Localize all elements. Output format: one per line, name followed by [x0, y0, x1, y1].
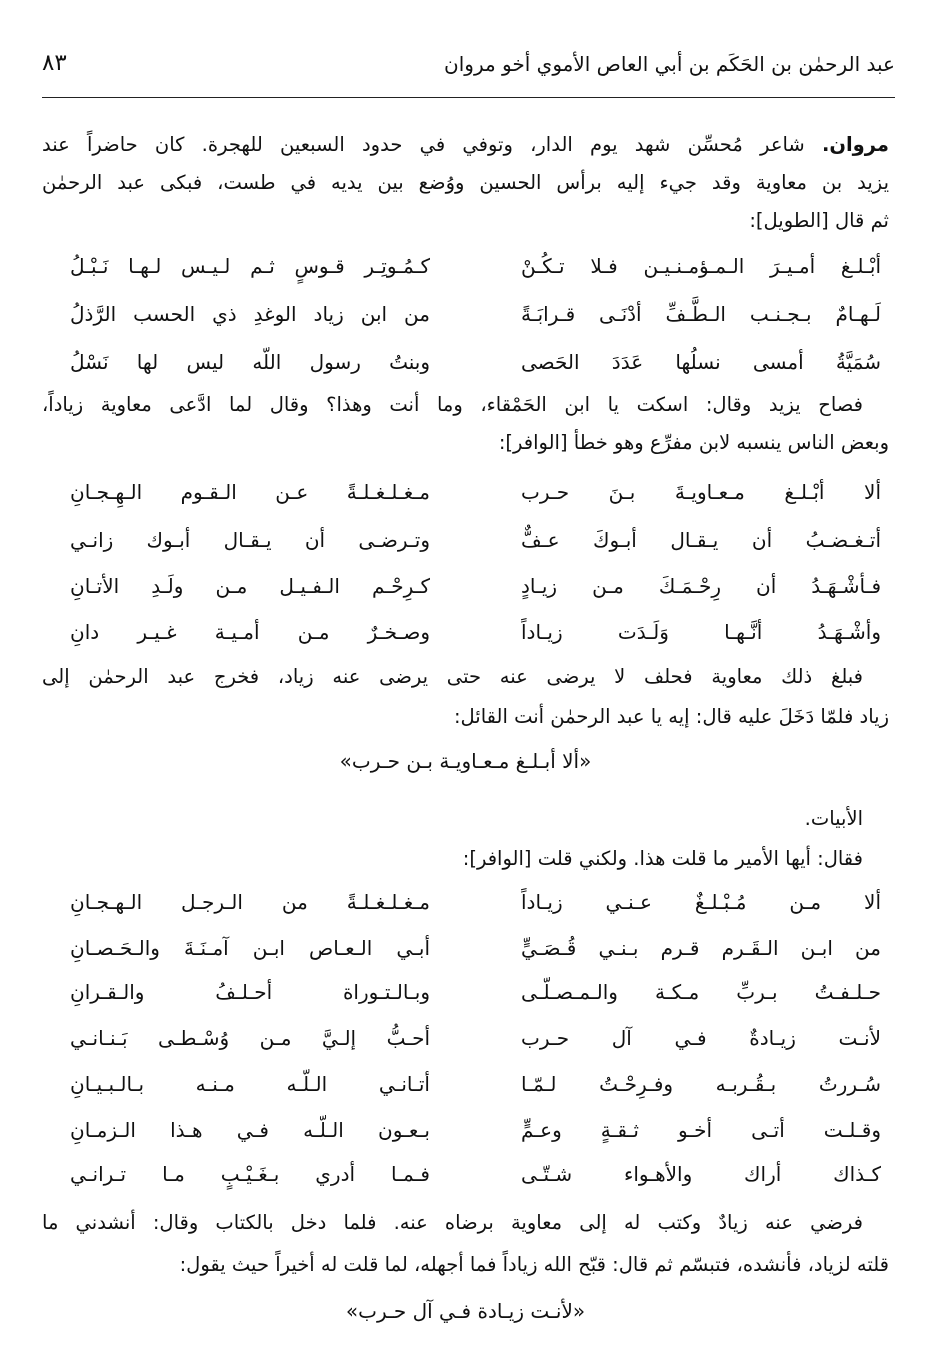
verse-second-hemistich: وتـرضـى أن يـقـال أبـوك زانـي [70, 528, 430, 552]
quoted-verse: «لأنـت زيـادة فـي آل حـرب» [345, 1299, 586, 1323]
verse-first-hemistich: سُـررتُ بـقُـربـه وفـرِحْـتُ لـمّـا [521, 1072, 881, 1096]
verse-first-hemistich: ألا مـن مُـبْـلـغٌ عـنـي زيـاداً [521, 890, 881, 914]
lead-name: مروان. [821, 133, 889, 156]
paragraph-line: يزيد بن معاوية وقد جيء إليه برأس الحسين ووُضع بين يديه في طست، فبكى عبد الرحمٰن [42, 171, 889, 194]
paragraph-line: زياد فلمّا دَخَلَ عليه قال: إيه يا عبد الرحمٰن أنت القائل: [453, 705, 889, 728]
verse-second-hemistich: وبـالـتـوراة أحـلـفُ والـقـرانِ [70, 980, 430, 1004]
verse-first-hemistich: سُمَيَّةُ أمسى نسلُها عَدَدَ الحَصى [521, 350, 881, 374]
verse-first-hemistich: أبْـلـغ أمـيـرَ الـمـؤمـنـيـن فـلا تـكُـنْ [521, 254, 881, 278]
verse-second-hemistich: من ابن زياد الوغدِ ذي الحسب الرَّذلُ [70, 302, 430, 326]
verse [70, 1152, 881, 1196]
verse [70, 610, 881, 654]
verse-first-hemistich: من ابـن الـقَـرم قـرم بـنـي قُـصَـيٍّ [521, 936, 881, 960]
verse-first-hemistich: فـأشْـهَـدُ أن رِحْـمَـكَ مـن زيـادٍ [521, 574, 881, 598]
paragraph-line [42, 124, 889, 166]
paragraph-line: وبعض الناس ينسبه لابن مفرِّع وهو خطأ [الوافر]: [498, 431, 889, 454]
quoted-verse: «ألا أبـلـغ مـعـاويـة بـن حـرب» [339, 749, 592, 773]
paragraph-text: شاعر مُحسِّن شهد يوم الدار، وتوفي في حدود السبعين للهجرة. كان حاضراً عند [42, 133, 822, 156]
verse-second-hemistich: كـمُـوتِـر قـوسٍ ثـم لـيـس لـهـا نَـبْـلُ [70, 254, 430, 278]
paragraph-line: الأبيات. [804, 807, 863, 830]
verse [70, 244, 881, 288]
verse [70, 970, 881, 1014]
verse-second-hemistich: فـمـا أدري بـغَـيْـبٍ مـا تـرانـي [70, 1162, 430, 1186]
paragraph-line: فرضي عنه زيادٌ وكتب له إلى معاوية برضاه عنه. فلما دخل بالكتاب وقال: أنشدني ما [42, 1211, 863, 1234]
verse [70, 1108, 881, 1152]
paragraph-line: قلته لزياد، فأنشده، فتبسّم ثم قال: قبّح الله زياداً فما أجهله، لما قلت له أخيراً حيث يقول: [179, 1253, 889, 1276]
verse [70, 926, 881, 970]
verse [70, 518, 881, 562]
paragraph-line: فقال: أيها الأمير ما قلت هذا. ولكني قلت [الوافر]: [462, 847, 863, 870]
header-rule [42, 97, 895, 98]
verse-first-hemistich: لأنـت زيـادةٌ فـي آل حـرب [521, 1026, 881, 1050]
verse-first-hemistich: ألا أبْـلـغ مـعـاويـةَ بـنَ حـرب [521, 480, 881, 504]
paragraph-line: ثم قال [الطويل]: [749, 209, 889, 232]
verse-second-hemistich: مـغـلـغـلـةً عـن الـقـوم الـهِـجـانِ [70, 480, 430, 504]
verse [70, 1062, 881, 1106]
page-number: ٨٣ [42, 50, 67, 76]
verse-first-hemistich: لَـهـامٌ بـجـنـب الـطَّـفِّ أدْنَـى قـرابَـةً [521, 302, 881, 326]
verse-second-hemistich: أحـبُّ إلـيَّ مـن وُسْـطـى بَـنـانـي [70, 1026, 430, 1050]
verse [70, 470, 881, 514]
verse-second-hemistich: مـغـلـغـلـةً من الـرجـل الـهـجـانِ [70, 890, 430, 914]
verse-second-hemistich: كـرِحْـم الـفـيـل مـن ولَـدِ الأتـانِ [70, 574, 430, 598]
verse [70, 880, 881, 924]
paragraph-line: فصاح يزيد وقال: اسكت يا ابن الحَمْقاء، وما أنت وهذا؟ وقال لما ادَّعى معاوية زياداً، [42, 393, 863, 416]
verse-first-hemistich: أتـغـضـبُ أن يـقـال أبـوكَ عـفٌّ [521, 528, 881, 552]
verse-first-hemistich: وقـلـت أتـى أخـو ثـقـةٍ وعـمٍّ [521, 1118, 881, 1142]
verse [70, 1016, 881, 1060]
paragraph-line: فبلغ ذلك معاوية فحلف لا يرضى عنه حتى يرضى عنه زياد، فخرج عبد الرحمٰن إلى [42, 665, 863, 688]
verse-second-hemistich: وصـخـرٌ مـن أمـيـة غـيـر دانِ [70, 620, 430, 644]
verse [70, 292, 881, 336]
verse [70, 564, 881, 608]
verse-first-hemistich: حـلـفـتُ بـربِّ مـكـة والـمـصـلّـى [521, 980, 881, 1004]
verse-first-hemistich: وأشْـهَـدُ أنَّـهـا وَلَـدَت زيـاداً [521, 620, 881, 644]
verse-second-hemistich: وبنتُ رسول اللّه ليس لها نَسْلُ [70, 350, 430, 374]
verse-first-hemistich: كـذاك أراك والأهـواء شـتّـى [521, 1162, 881, 1186]
verse-second-hemistich: أتـانـي الـلّـه مـنـه بـالـبـيـانِ [70, 1072, 430, 1096]
verse-second-hemistich: بـعـون الـلّـه فـي هـذا الـزمـانِ [70, 1118, 430, 1142]
verse-second-hemistich: أبـي الـعـاص ابـن آمـنَـةَ والـحَـصـانِ [70, 936, 430, 960]
running-title: عبد الرحمٰن بن الحَكَم بن أبي العاص الأموي أخو مروان [444, 52, 895, 76]
verse [70, 340, 881, 384]
page-header [42, 46, 895, 96]
